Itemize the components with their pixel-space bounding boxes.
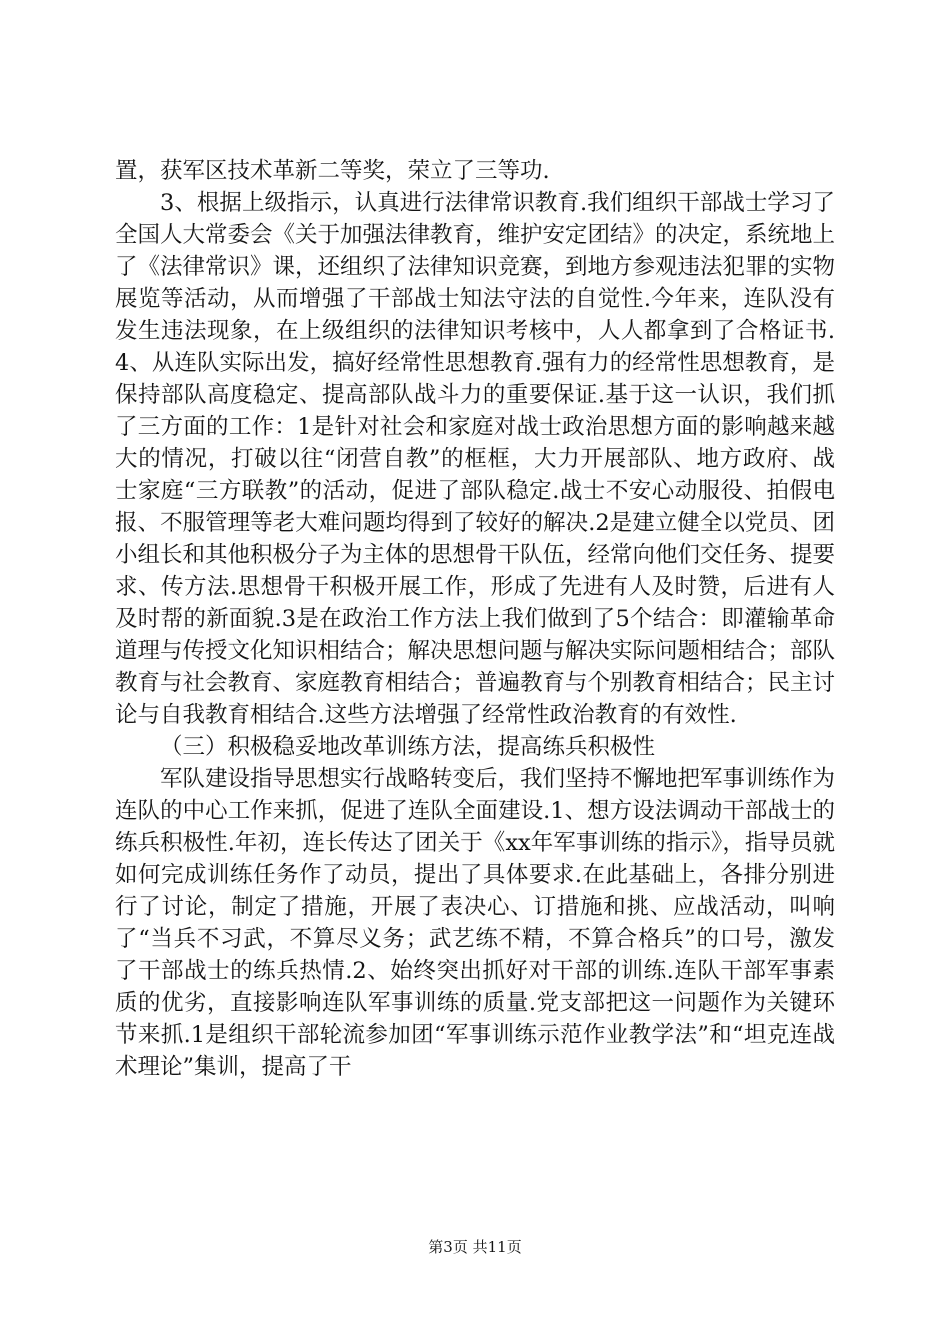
paragraph-continuation: 置，获军区技术革新二等奖，荣立了三等功.	[115, 158, 550, 184]
paragraph-legal-education: 3、根据上级指示，认真进行法律常识教育.我们组织干部战士学习了全国人大常委会《关于加强法律教育，维护安定团结》的决定，系统地上了《法律常识》课，还组织了法律知识竞赛，到地方参观违法犯罪的实物展览等活动，从而增强了干部战士知法守法的自觉性.今年来，连队没有发生违法现象，在上级组织的法律知识考核中，人人都拿到了合格证书.4、从连队实际出发，搞好经常性思想教育.强有力的经常性思想教育，是保持部队高度稳定、提高部队战斗力的重要保证.基于这一认识，我们抓了三方面的工作：1是针对社会和家庭对战士政治思想方面的影响越来越大的情况，打破以往“闭营自教”的框框，大力开展部队、地方政府、战士家庭“三方联教”的活动，促进了部队稳定.战士不安心动服役、拍假电报、不服管理等老大难问题均得到了较好的解决.2是建立健全以党员、团小组长和其他积极分子为主体的思想骨干队伍，经常向他们交任务、提要求、传方法.思想骨干积极开展工作，形成了先进有人及时赞，后进有人及时帮的新面貌.3是在政治工作方法上我们做到了5个结合：即灌输革命道理与传授文化知识相结合；解决思想问题与解决实际问题相结合；部队教育与社会教育、家庭教育相结合；普遍教育与个别教育相结合；民主讨论与自我教育相结合.这些方法增强了经常性政治教育的有效性.	[115, 190, 836, 728]
page-number-footer: 第3页 共11页	[428, 1238, 522, 1256]
section-heading-training-reform: （三）积极稳妥地改革训练方法，提高练兵积极性	[160, 734, 656, 760]
paragraph-military-training: 军队建设指导思想实行战略转变后，我们坚持不懈地把军事训练作为连队的中心工作来抓，促进了连队全面建设.1、想方设法调动干部战士的练兵积极性.年初，连长传达了团关于《xx年军事训练的指示》，指导员就如何完成训练任务作了动员，提出了具体要求.在此基础上，各排分别进行了讨论，制定了措施，开展了表决心、订措施和挑、应战活动，叫响了“当兵不习武，不算尽义务；武艺练不精，不算合格兵”的口号，激发了干部战士的练兵热情.2、始终突出抓好对干部的训练.连队干部军事素质的优劣，直接影响连队军事训练的质量.党支部把这一问题作为关键环节来抓.1是组织干部轮流参加团“军事训练示范作业教学法”和“坦克连战术理论”集训，提高了干	[115, 766, 836, 1080]
document-body	[115, 155, 835, 1083]
